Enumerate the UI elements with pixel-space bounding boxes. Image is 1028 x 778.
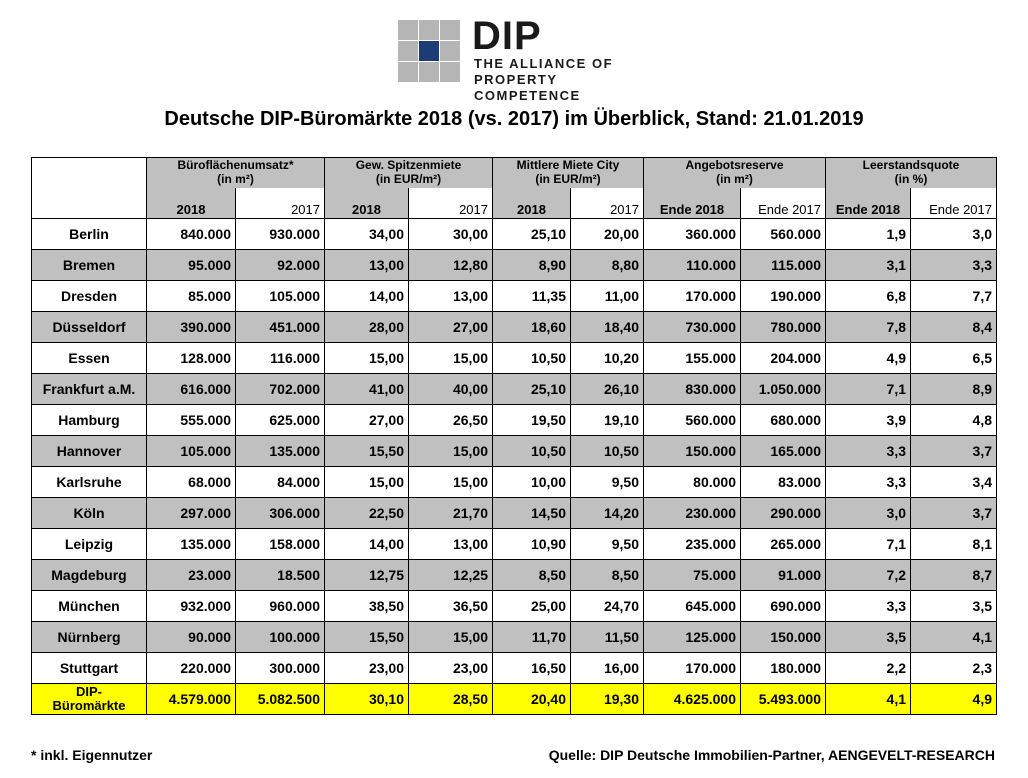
value-cell: 92.000 bbox=[236, 250, 325, 281]
total-label-cell: DIP- Büromärkte bbox=[32, 684, 147, 715]
year-header: 2017 bbox=[571, 188, 644, 219]
header-year-row bbox=[32, 188, 997, 219]
value-cell: 28,00 bbox=[325, 312, 409, 343]
table-row bbox=[32, 529, 997, 560]
value-cell: 8,80 bbox=[571, 250, 644, 281]
table-row bbox=[32, 653, 997, 684]
city-cell: Hamburg bbox=[32, 405, 147, 436]
header-group-row bbox=[32, 158, 997, 189]
logo-squares-icon bbox=[398, 20, 460, 84]
value-cell: 625.000 bbox=[236, 405, 325, 436]
value-cell: 204.000 bbox=[741, 343, 826, 374]
value-cell: 9,50 bbox=[571, 467, 644, 498]
value-cell: 830.000 bbox=[644, 374, 741, 405]
header-corner bbox=[32, 158, 147, 219]
value-cell: 14,00 bbox=[325, 529, 409, 560]
value-cell: 15,50 bbox=[325, 436, 409, 467]
total-row bbox=[32, 684, 997, 715]
value-cell: 95.000 bbox=[147, 250, 236, 281]
value-cell: 1.050.000 bbox=[741, 374, 826, 405]
value-cell: 10,50 bbox=[571, 436, 644, 467]
value-cell: 34,00 bbox=[325, 219, 409, 250]
value-cell: 100.000 bbox=[236, 622, 325, 653]
value-cell: 730.000 bbox=[644, 312, 741, 343]
value-cell: 690.000 bbox=[741, 591, 826, 622]
value-cell: 22,50 bbox=[325, 498, 409, 529]
value-cell: 115.000 bbox=[741, 250, 826, 281]
value-cell: 20,00 bbox=[571, 219, 644, 250]
value-cell: 11,50 bbox=[571, 622, 644, 653]
value-cell: 155.000 bbox=[644, 343, 741, 374]
value-cell: 10,50 bbox=[493, 436, 571, 467]
dip-logo bbox=[398, 14, 668, 103]
table-row bbox=[32, 343, 997, 374]
value-cell: 135.000 bbox=[147, 529, 236, 560]
year-header: Ende 2018 bbox=[644, 188, 741, 219]
city-cell: Stuttgart bbox=[32, 653, 147, 684]
value-cell: 23.000 bbox=[147, 560, 236, 591]
value-cell: 11,70 bbox=[493, 622, 571, 653]
value-cell: 8,4 bbox=[911, 312, 997, 343]
value-cell: 7,1 bbox=[826, 374, 911, 405]
value-cell: 290.000 bbox=[741, 498, 826, 529]
value-cell: 75.000 bbox=[644, 560, 741, 591]
value-cell: 555.000 bbox=[147, 405, 236, 436]
table-row bbox=[32, 250, 997, 281]
value-cell: 7,7 bbox=[911, 281, 997, 312]
value-cell: 36,50 bbox=[409, 591, 493, 622]
value-cell: 3,3 bbox=[826, 436, 911, 467]
table-row bbox=[32, 591, 997, 622]
value-cell: 560.000 bbox=[644, 405, 741, 436]
value-cell: 165.000 bbox=[741, 436, 826, 467]
value-cell: 4,1 bbox=[911, 622, 997, 653]
value-cell: 3,9 bbox=[826, 405, 911, 436]
value-cell: 930.000 bbox=[236, 219, 325, 250]
value-cell: 3,0 bbox=[911, 219, 997, 250]
value-cell: 3,3 bbox=[911, 250, 997, 281]
table-row bbox=[32, 467, 997, 498]
value-cell: 780.000 bbox=[741, 312, 826, 343]
value-cell: 15,00 bbox=[409, 343, 493, 374]
value-cell: 616.000 bbox=[147, 374, 236, 405]
value-cell: 15,00 bbox=[325, 343, 409, 374]
value-cell: 26,50 bbox=[409, 405, 493, 436]
value-cell: 10,90 bbox=[493, 529, 571, 560]
city-cell: Leipzig bbox=[32, 529, 147, 560]
header-group: Mittlere Miete City (in EUR/m²) bbox=[493, 158, 644, 189]
value-cell: 3,5 bbox=[911, 591, 997, 622]
logo-tagline bbox=[474, 56, 668, 104]
value-cell: 19,10 bbox=[571, 405, 644, 436]
value-cell: 6,8 bbox=[826, 281, 911, 312]
value-cell: 10,00 bbox=[493, 467, 571, 498]
city-cell: Düsseldorf bbox=[32, 312, 147, 343]
total-value-cell: 19,30 bbox=[571, 684, 644, 715]
year-header: 2017 bbox=[236, 188, 325, 219]
value-cell: 2,3 bbox=[911, 653, 997, 684]
year-header: Ende 2017 bbox=[741, 188, 826, 219]
value-cell: 680.000 bbox=[741, 405, 826, 436]
header-group: Leerstandsquote (in %) bbox=[826, 158, 997, 189]
table-row bbox=[32, 281, 997, 312]
value-cell: 18,60 bbox=[493, 312, 571, 343]
city-cell: Nürnberg bbox=[32, 622, 147, 653]
value-cell: 7,1 bbox=[826, 529, 911, 560]
value-cell: 23,00 bbox=[409, 653, 493, 684]
value-cell: 235.000 bbox=[644, 529, 741, 560]
value-cell: 90.000 bbox=[147, 622, 236, 653]
value-cell: 10,20 bbox=[571, 343, 644, 374]
value-cell: 11,35 bbox=[493, 281, 571, 312]
value-cell: 8,9 bbox=[911, 374, 997, 405]
value-cell: 84.000 bbox=[236, 467, 325, 498]
header-group: Gew. Spitzenmiete (in EUR/m²) bbox=[325, 158, 493, 189]
city-cell: Dresden bbox=[32, 281, 147, 312]
city-cell: Bremen bbox=[32, 250, 147, 281]
value-cell: 8,50 bbox=[571, 560, 644, 591]
total-value-cell: 28,50 bbox=[409, 684, 493, 715]
value-cell: 135.000 bbox=[236, 436, 325, 467]
value-cell: 19,50 bbox=[493, 405, 571, 436]
value-cell: 170.000 bbox=[644, 281, 741, 312]
value-cell: 3,3 bbox=[826, 467, 911, 498]
value-cell: 3,3 bbox=[826, 591, 911, 622]
city-cell: Essen bbox=[32, 343, 147, 374]
value-cell: 91.000 bbox=[741, 560, 826, 591]
source-note: Quelle: DIP Deutsche Immobilien-Partner, AENGEVELT-RESEARCH bbox=[548, 747, 995, 763]
city-cell: Berlin bbox=[32, 219, 147, 250]
value-cell: 15,50 bbox=[325, 622, 409, 653]
value-cell: 3,5 bbox=[826, 622, 911, 653]
value-cell: 560.000 bbox=[741, 219, 826, 250]
page-title: Deutsche DIP-Büromärkte 2018 (vs. 2017) im Überblick, Stand: 21.01.2019 bbox=[164, 108, 864, 130]
value-cell: 265.000 bbox=[741, 529, 826, 560]
table-row bbox=[32, 498, 997, 529]
office-market-table bbox=[31, 157, 997, 715]
value-cell: 15,00 bbox=[409, 467, 493, 498]
year-header: Ende 2018 bbox=[826, 188, 911, 219]
value-cell: 25,10 bbox=[493, 374, 571, 405]
table-row bbox=[32, 374, 997, 405]
value-cell: 8,50 bbox=[493, 560, 571, 591]
value-cell: 24,70 bbox=[571, 591, 644, 622]
total-value-cell: 4.579.000 bbox=[147, 684, 236, 715]
table-row bbox=[32, 219, 997, 250]
value-cell: 10,50 bbox=[493, 343, 571, 374]
total-value-cell: 4,9 bbox=[911, 684, 997, 715]
city-cell: Karlsruhe bbox=[32, 467, 147, 498]
value-cell: 297.000 bbox=[147, 498, 236, 529]
year-header: Ende 2017 bbox=[911, 188, 997, 219]
value-cell: 15,00 bbox=[325, 467, 409, 498]
city-cell: Hannover bbox=[32, 436, 147, 467]
value-cell: 170.000 bbox=[644, 653, 741, 684]
total-value-cell: 20,40 bbox=[493, 684, 571, 715]
value-cell: 3,0 bbox=[826, 498, 911, 529]
value-cell: 68.000 bbox=[147, 467, 236, 498]
value-cell: 15,00 bbox=[409, 622, 493, 653]
value-cell: 25,10 bbox=[493, 219, 571, 250]
value-cell: 125.000 bbox=[644, 622, 741, 653]
value-cell: 220.000 bbox=[147, 653, 236, 684]
value-cell: 3,7 bbox=[911, 498, 997, 529]
value-cell: 80.000 bbox=[644, 467, 741, 498]
value-cell: 8,90 bbox=[493, 250, 571, 281]
value-cell: 360.000 bbox=[644, 219, 741, 250]
value-cell: 4,9 bbox=[826, 343, 911, 374]
value-cell: 300.000 bbox=[236, 653, 325, 684]
value-cell: 18.500 bbox=[236, 560, 325, 591]
total-value-cell: 5.493.000 bbox=[741, 684, 826, 715]
value-cell: 3,1 bbox=[826, 250, 911, 281]
total-value-cell: 4,1 bbox=[826, 684, 911, 715]
year-header: 2018 bbox=[325, 188, 409, 219]
value-cell: 150.000 bbox=[644, 436, 741, 467]
value-cell: 128.000 bbox=[147, 343, 236, 374]
value-cell: 13,00 bbox=[409, 281, 493, 312]
value-cell: 4,8 bbox=[911, 405, 997, 436]
logo-name: DIP bbox=[472, 14, 542, 58]
value-cell: 11,00 bbox=[571, 281, 644, 312]
value-cell: 16,00 bbox=[571, 653, 644, 684]
value-cell: 9,50 bbox=[571, 529, 644, 560]
city-cell: Magdeburg bbox=[32, 560, 147, 591]
value-cell: 105.000 bbox=[147, 436, 236, 467]
value-cell: 26,10 bbox=[571, 374, 644, 405]
value-cell: 180.000 bbox=[741, 653, 826, 684]
header-group: Büroflächenumsatz* (in m²) bbox=[147, 158, 325, 189]
value-cell: 150.000 bbox=[741, 622, 826, 653]
value-cell: 645.000 bbox=[644, 591, 741, 622]
value-cell: 40,00 bbox=[409, 374, 493, 405]
value-cell: 960.000 bbox=[236, 591, 325, 622]
year-header: 2018 bbox=[147, 188, 236, 219]
value-cell: 8,7 bbox=[911, 560, 997, 591]
table-row bbox=[32, 405, 997, 436]
value-cell: 702.000 bbox=[236, 374, 325, 405]
value-cell: 306.000 bbox=[236, 498, 325, 529]
value-cell: 230.000 bbox=[644, 498, 741, 529]
value-cell: 158.000 bbox=[236, 529, 325, 560]
city-cell: München bbox=[32, 591, 147, 622]
value-cell: 12,25 bbox=[409, 560, 493, 591]
value-cell: 16,50 bbox=[493, 653, 571, 684]
value-cell: 2,2 bbox=[826, 653, 911, 684]
total-value-cell: 5.082.500 bbox=[236, 684, 325, 715]
total-value-cell: 30,10 bbox=[325, 684, 409, 715]
value-cell: 3,7 bbox=[911, 436, 997, 467]
table-row bbox=[32, 622, 997, 653]
footnote: * inkl. Eigennutzer bbox=[31, 747, 153, 763]
value-cell: 23,00 bbox=[325, 653, 409, 684]
value-cell: 27,00 bbox=[409, 312, 493, 343]
logo-tagline-line1: THE ALLIANCE OF bbox=[474, 56, 614, 71]
header-group: Angebotsreserve (in m²) bbox=[644, 158, 826, 189]
value-cell: 840.000 bbox=[147, 219, 236, 250]
value-cell: 85.000 bbox=[147, 281, 236, 312]
table-row bbox=[32, 560, 997, 591]
value-cell: 105.000 bbox=[236, 281, 325, 312]
value-cell: 14,20 bbox=[571, 498, 644, 529]
value-cell: 25,00 bbox=[493, 591, 571, 622]
value-cell: 7,8 bbox=[826, 312, 911, 343]
city-cell: Frankfurt a.M. bbox=[32, 374, 147, 405]
value-cell: 8,1 bbox=[911, 529, 997, 560]
value-cell: 27,00 bbox=[325, 405, 409, 436]
year-header: 2018 bbox=[493, 188, 571, 219]
value-cell: 83.000 bbox=[741, 467, 826, 498]
value-cell: 116.000 bbox=[236, 343, 325, 374]
table-row bbox=[32, 312, 997, 343]
value-cell: 41,00 bbox=[325, 374, 409, 405]
value-cell: 13,00 bbox=[409, 529, 493, 560]
city-cell: Köln bbox=[32, 498, 147, 529]
logo-tagline-line2: PROPERTY COMPETENCE bbox=[474, 72, 581, 103]
value-cell: 12,75 bbox=[325, 560, 409, 591]
value-cell: 390.000 bbox=[147, 312, 236, 343]
year-header: 2017 bbox=[409, 188, 493, 219]
value-cell: 932.000 bbox=[147, 591, 236, 622]
value-cell: 6,5 bbox=[911, 343, 997, 374]
value-cell: 14,00 bbox=[325, 281, 409, 312]
total-value-cell: 4.625.000 bbox=[644, 684, 741, 715]
value-cell: 15,00 bbox=[409, 436, 493, 467]
value-cell: 7,2 bbox=[826, 560, 911, 591]
value-cell: 14,50 bbox=[493, 498, 571, 529]
value-cell: 13,00 bbox=[325, 250, 409, 281]
value-cell: 38,50 bbox=[325, 591, 409, 622]
value-cell: 1,9 bbox=[826, 219, 911, 250]
value-cell: 3,4 bbox=[911, 467, 997, 498]
value-cell: 21,70 bbox=[409, 498, 493, 529]
value-cell: 190.000 bbox=[741, 281, 826, 312]
value-cell: 18,40 bbox=[571, 312, 644, 343]
table-row bbox=[32, 436, 997, 467]
value-cell: 451.000 bbox=[236, 312, 325, 343]
value-cell: 12,80 bbox=[409, 250, 493, 281]
value-cell: 30,00 bbox=[409, 219, 493, 250]
value-cell: 110.000 bbox=[644, 250, 741, 281]
